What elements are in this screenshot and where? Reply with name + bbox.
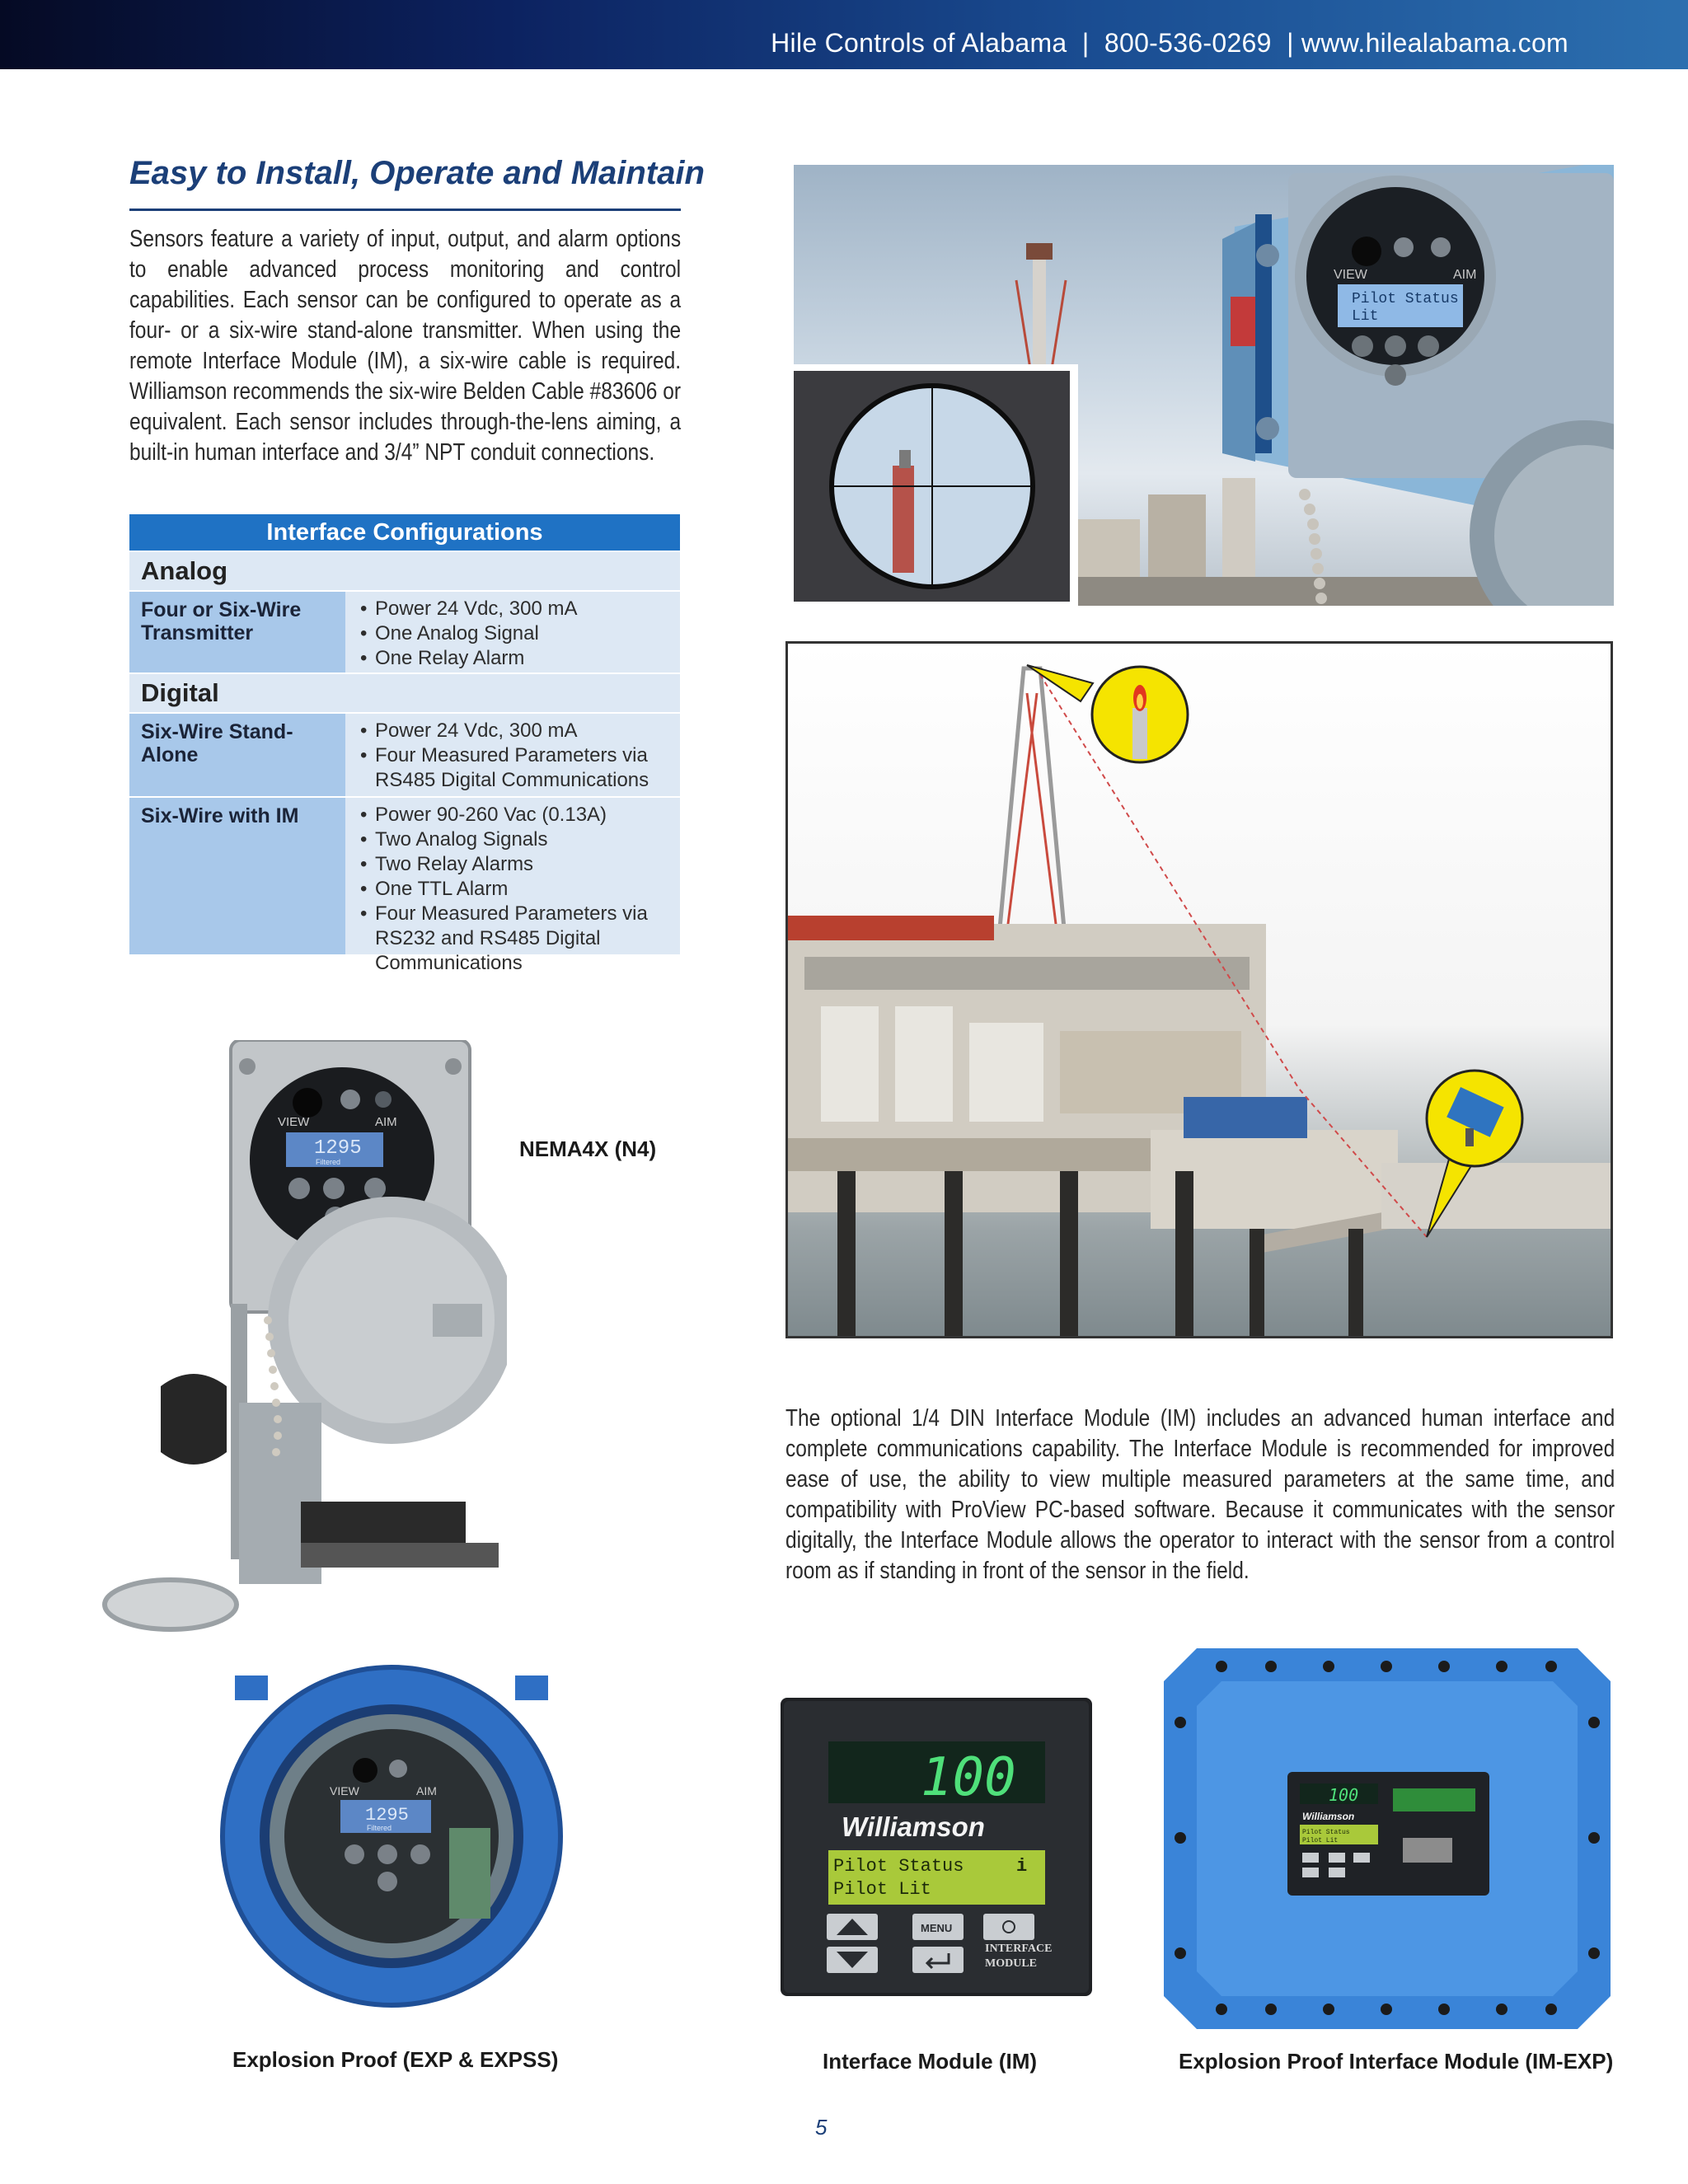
row-values <box>345 592 680 673</box>
interface-configurations-table <box>129 514 680 974</box>
list-item: • Power 24 Vdc, 300 mA <box>360 719 680 743</box>
table-title: Interface Configurations <box>129 514 680 551</box>
im-lcd-info-icon: i <box>1016 1856 1028 1877</box>
row-label: Four or Six-Wire Transmitter <box>129 592 345 673</box>
im-lcd-line1: Pilot Status <box>833 1856 964 1877</box>
exp-aim-label: AIM <box>416 1784 437 1797</box>
list-item: • One Analog Signal <box>360 621 680 646</box>
list-item: • Four Measured Parameters via RS232 and RS485 Digital Communications <box>360 902 680 976</box>
imexp-lcd-line1: Pilot Status <box>1302 1829 1350 1836</box>
imexp-brand: Williamson <box>1302 1811 1355 1822</box>
list-item: • Two Analog Signals <box>360 827 680 852</box>
im-tag-line1: INTERFACE <box>985 1943 1053 1955</box>
im-light-button[interactable] <box>983 1914 1034 1940</box>
aim-label: AIM <box>1453 268 1477 282</box>
offshore-platform-diagram <box>785 641 1613 1338</box>
caption-interface-module: Interface Module (IM) <box>823 2049 1038 2074</box>
table-section-analog: Analog <box>129 551 680 590</box>
row-values <box>345 714 680 796</box>
exp-reading: 1295 <box>365 1805 409 1825</box>
table-row <box>129 796 680 974</box>
row-label: Six-Wire Stand-Alone <box>129 714 345 796</box>
caption-explosion-proof: Explosion Proof (EXP & EXPSS) <box>232 2047 559 2072</box>
page-number: 5 <box>815 2115 828 2139</box>
explosion-proof-sensor-photo <box>218 1663 565 2009</box>
nema-view-label: VIEW <box>278 1115 310 1129</box>
list-item: • Two Relay Alarms <box>360 852 680 877</box>
table-section-digital: Digital <box>129 673 680 712</box>
list-item: • One TTL Alarm <box>360 877 680 902</box>
imexp-led-readout: 100 <box>1329 1785 1359 1805</box>
im-lcd-line2: Pilot Lit <box>833 1879 931 1900</box>
explosion-proof-interface-module-photo <box>1164 1648 1611 2029</box>
exp-reading-sub: Filtered <box>367 1824 392 1832</box>
sensor-refinery-photo <box>794 165 1614 606</box>
list-item: • Power 24 Vdc, 300 mA <box>360 597 680 621</box>
list-item: • One Relay Alarm <box>360 646 680 671</box>
table-row <box>129 590 680 673</box>
aiming-scope-inset <box>794 364 1078 606</box>
row-label: Six-Wire with IM <box>129 798 345 954</box>
exp-view-label: VIEW <box>330 1784 359 1797</box>
row-values <box>345 798 680 974</box>
nema4x-sensor-photo <box>95 1040 507 1650</box>
im-menu-label: MENU <box>921 1922 953 1934</box>
im-led-readout: 100 <box>921 1747 1016 1808</box>
sensor-status-line1: Pilot Status <box>1352 291 1459 307</box>
caption-nema4x: NEMA4X (N4) <box>519 1137 657 1161</box>
view-label: VIEW <box>1334 268 1367 282</box>
imexp-lcd-line2: Pilot Lit <box>1302 1837 1339 1844</box>
nema-aim-label: AIM <box>375 1115 397 1129</box>
caption-explosion-proof-im: Explosion Proof Interface Module (IM-EXP) <box>1179 2049 1614 2074</box>
im-tag-line2: MODULE <box>985 1957 1037 1970</box>
section-title: Easy to Install, Operate and Maintain <box>129 155 705 191</box>
sensor-status-line2: Lit <box>1352 308 1379 325</box>
im-brand: Williamson <box>842 1811 985 1842</box>
header-contact: Hile Controls of Alabama | 800-536-0269 | www.hilealabama.com <box>771 28 1568 58</box>
intro-paragraph: Sensors feature a variety of input, output, and alarm options to enable advanced process monitoring and control capabilities. Each sensor can be configured to operate as a four- or a six-wire stand-alone transmitter. When using the remote Interface Module (IM), a six-wire cable is required. Williamson recommends the six-wire Belden Cable #83606 or equivalent. Each sensor includes through-the-lens aiming, a built-in human interface and 3/4” NPT conduit connections. <box>129 226 682 466</box>
im-enter-button[interactable] <box>912 1947 964 1973</box>
nema-reading: 1295 <box>314 1137 362 1160</box>
interface-module-paragraph: The optional 1/4 DIN Interface Module (IM) includes an advanced human interface and complete communications capability. The Interface Module is recommended for improved ease of use, the ability to view multiple measured parameters at the same time, and compatibility with ProView PC-based software. Because it communicates with the sensor digitally, the Interface Module allows the operator to interact with the sensor from a control room as if standing in front of the sensor in the field. <box>785 1405 1615 1584</box>
interface-module-photo <box>781 1698 1092 1996</box>
list-item: • Four Measured Parameters via RS485 Digital Communications <box>360 743 680 793</box>
nema-reading-sub: Filtered <box>316 1158 341 1166</box>
title-rule <box>129 209 681 211</box>
table-row <box>129 712 680 796</box>
list-item: • Power 90-260 Vac (0.13A) <box>360 803 680 827</box>
